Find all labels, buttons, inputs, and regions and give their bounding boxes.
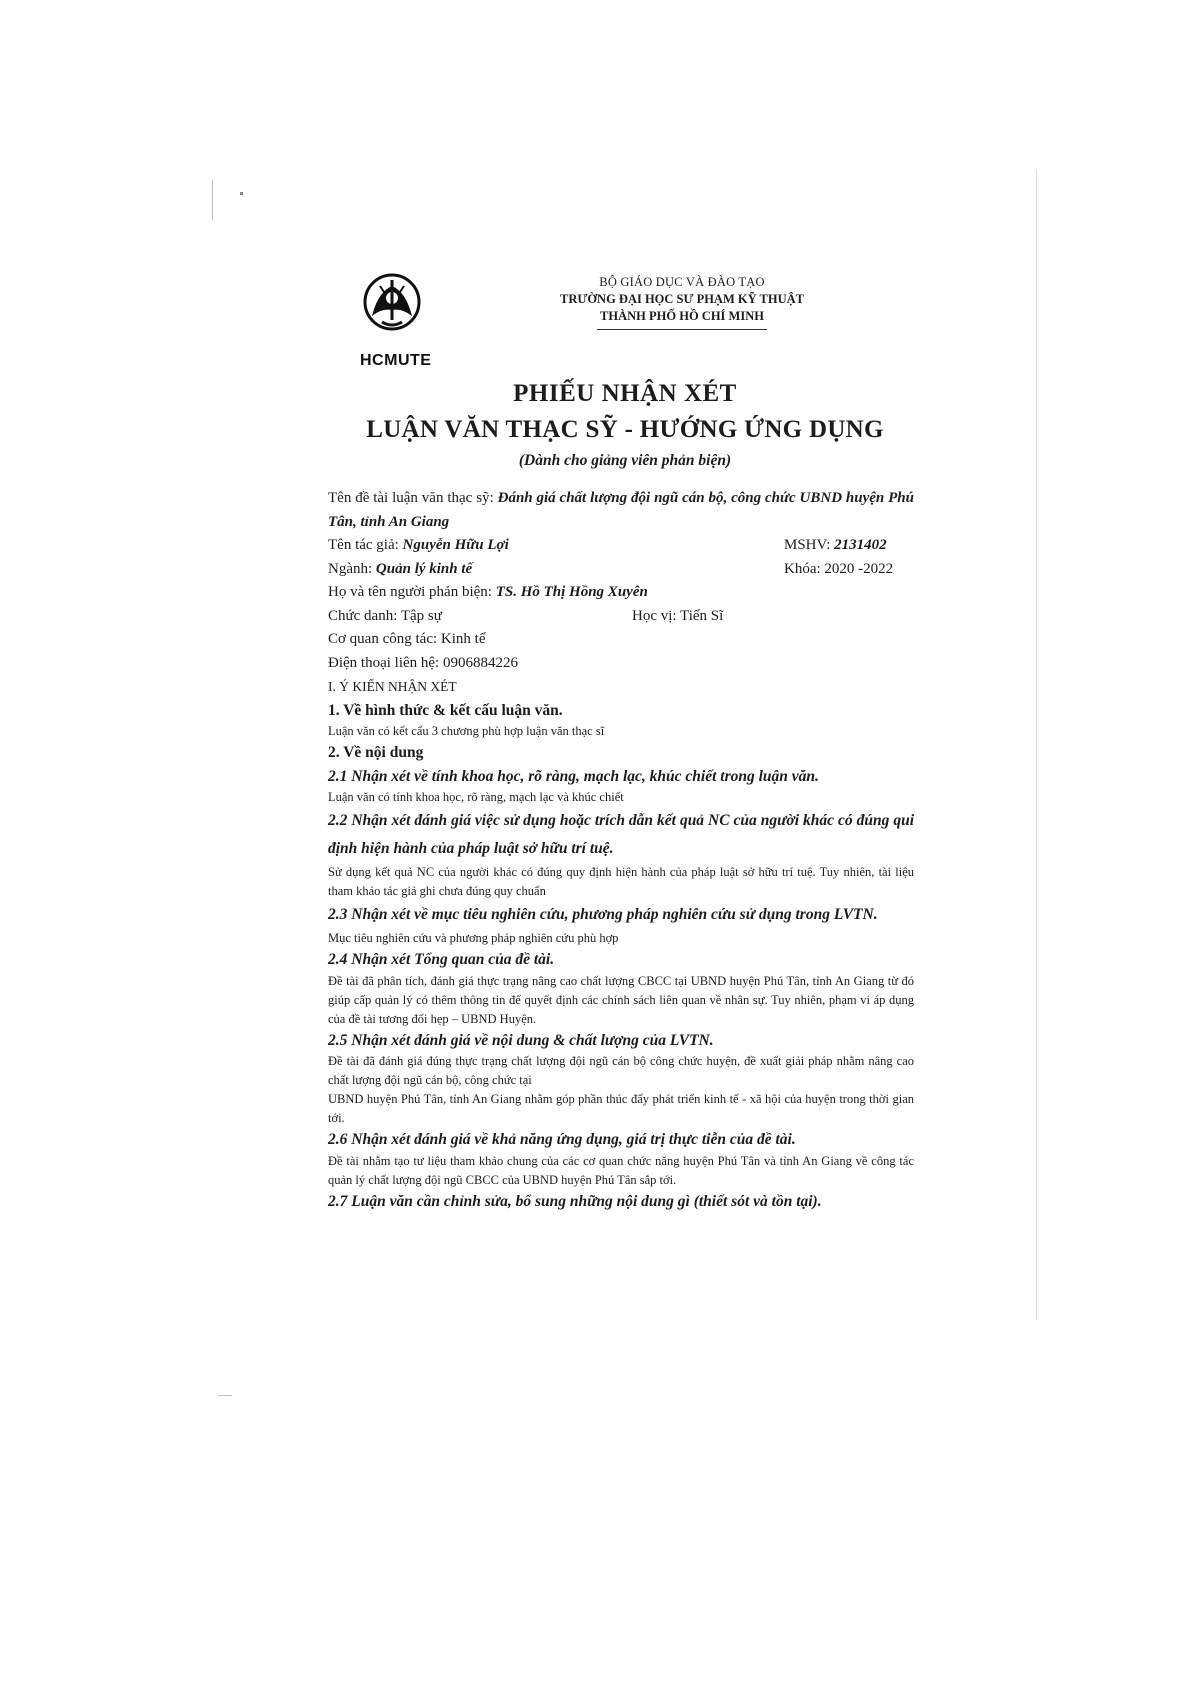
comment-2-2-heading: 2.2 Nhận xét đánh giá việc sử dụng hoặc trích dẫn kết quả NC của người khác có đúng qui định hiện hành của pháp luật sở hữu trí tuệ.: [328, 812, 914, 857]
thesis-title-value: Đánh giá chất lượng đội ngũ cán bộ, công chức UBND huyện Phú Tân, tỉnh An Giang: [328, 490, 914, 530]
university-logo: [360, 272, 432, 370]
workplace-line: Cơ quan công tác: Kinh tế: [328, 631, 486, 647]
university-name: TRƯỜNG ĐẠI HỌC SƯ PHẠM KỸ THUẬT: [560, 292, 804, 306]
reviewer-value: TS. Hồ Thị Hồng Xuyên: [495, 584, 648, 600]
comment-1-text: Luận văn có kết cấu 3 chương phù hợp luận văn thạc sĩ: [328, 724, 605, 738]
major-label: Ngành:: [328, 560, 376, 577]
comment-2-3-heading: 2.3 Nhận xét về mục tiêu nghiên cứu, phương pháp nghiên cứu sử dụng trong LVTN.: [328, 906, 878, 923]
phone-line: Điện thoại liên hệ: 0906884226: [328, 654, 518, 671]
thesis-title-label: Tên đề tài luận văn thạc sỹ:: [328, 490, 498, 506]
reviewer-line: [328, 581, 914, 605]
comment-1-heading: 1. Về hình thức & kết cấu luận văn.: [328, 701, 563, 719]
organization-block: [512, 274, 852, 330]
logo-text: HCMUTE: [360, 352, 432, 369]
comment-2-2-text: Sử dụng kết quả NC của người khác có đúng quy định hiện hành của pháp luật sở hữu trí tuệ. Tuy nhiên, tài liệu tham khảo tác giả ghi chưa đúng quy chuẩn: [328, 865, 914, 898]
comment-2-5-text-a: Đề tài đã đánh giá đúng thực trạng chất lượng đội ngũ cán bộ công chức huyện, đề xuất giải pháp nhằm nâng cao chất lượng đội ngũ cán bộ, công chức tại: [328, 1054, 914, 1087]
hcmute-emblem-icon: [360, 272, 424, 348]
section-heading: I. Ý KIẾN NHẬN XÉT: [328, 679, 457, 694]
title-subtitle: (Dành cho giảng viên phản biện): [518, 452, 732, 469]
comment-2-6-heading: 2.6 Nhận xét đánh giá về khả năng ứng dụng, giá trị thực tiễn của đề tài.: [328, 1131, 796, 1148]
reviewer-label: Họ và tên người phản biện:: [328, 584, 496, 600]
title-line-2: LUẬN VĂN THẠC SỸ - HƯỚNG ỨNG DỤNG: [366, 416, 884, 443]
comment-2-1-heading: 2.1 Nhận xét về tính khoa học, rõ ràng, mạch lạc, khúc chiết trong luận văn.: [328, 767, 819, 785]
university-city: THÀNH PHỐ HỒ CHÍ MINH: [600, 309, 764, 323]
student-id-label: MSHV:: [784, 537, 835, 553]
comment-2-heading: 2. Về nội dung: [328, 744, 424, 761]
scan-edge-right: [1036, 170, 1037, 1320]
scan-edge-left: [212, 180, 213, 220]
author-value: Nguyễn Hữu Lợi: [402, 537, 509, 553]
major-value: Quản lý kinh tế: [375, 560, 473, 577]
position-row: [328, 605, 914, 629]
ministry-name: BỘ GIÁO DỤC VÀ ĐÀO TẠO: [599, 275, 765, 289]
document-body: [328, 486, 914, 1213]
comment-2-6-text: Đề tài nhằm tạo tư liệu tham khảo chung của các cơ quan chức năng huyện Phú Tân và tỉnh An Giang về công tác quản lý chất lượng đội ngũ CBCC của UBND huyện Phú Tân sắp tới.: [328, 1153, 914, 1187]
scan-dot: [240, 192, 243, 195]
scan-dash: [218, 1395, 232, 1396]
major-row: [328, 558, 914, 582]
title-line-1: PHIẾU NHẬN XÉT: [513, 380, 737, 407]
author-row: [328, 534, 914, 558]
document-title: [300, 380, 950, 470]
header-underline: [597, 329, 767, 330]
degree-value: Học vị: Tiến Sĩ: [632, 607, 724, 624]
student-id-value: 2131402: [834, 537, 887, 553]
comment-2-5-heading: 2.5 Nhận xét đánh giá về nội dung & chất lượng của LVTN.: [328, 1031, 714, 1049]
comment-2-1-text: Luận văn có tính khoa học, rõ ràng, mạch lạc và khúc chiết: [328, 790, 624, 804]
author-label: Tên tác giả:: [328, 537, 403, 553]
thesis-title-line: [328, 486, 914, 534]
comment-2-7-heading: 2.7 Luận văn cần chỉnh sửa, bổ sung những nội dung gì (thiết sót và tồn tại).: [328, 1192, 822, 1210]
position-value: Chức danh: Tập sự: [328, 607, 442, 624]
cohort-value: Khóa: 2020 -2022: [784, 560, 894, 577]
comment-2-5-text-b: UBND huyện Phú Tân, tỉnh An Giang nhằm góp phần thúc đẩy phát triển kinh tế - xã hội của huyện trong thời gian tới.: [328, 1092, 914, 1125]
comment-2-4-text: Đề tài đã phân tích, đánh giá thực trạng nâng cao chất lượng CBCC tại UBND huyện Phú Tân, tỉnh An Giang từ đó giúp cấp quản lý có thêm thông tin để quyết định các chính sách liên quan về nhân sự. Tuy nhiên, phạm vi áp dụng của đề tài tương đối hẹp – UBND Huyện.: [328, 973, 914, 1026]
comment-2-3-text: Mục tiêu nghiên cứu và phương pháp nghiên cứu phù hợp: [328, 931, 619, 945]
comment-2-4-heading: 2.4 Nhận xét Tổng quan của đề tài.: [328, 951, 555, 968]
